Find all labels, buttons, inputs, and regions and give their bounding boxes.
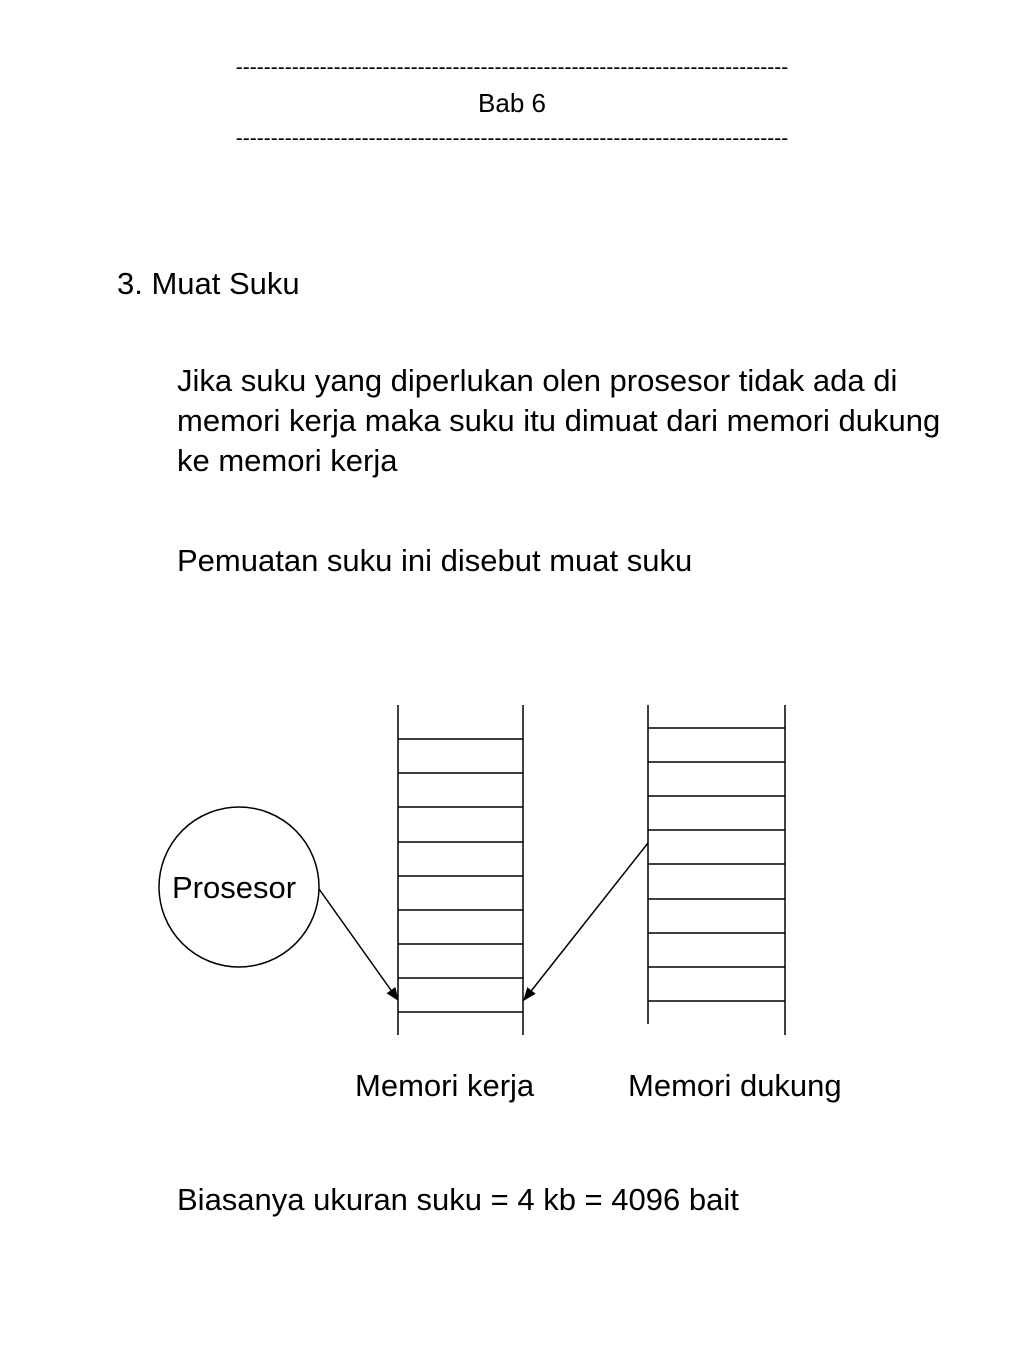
section-title: 3. Muat Suku — [117, 266, 300, 301]
header-divider-top: ------------------------------------------------------------------------------- — [235, 56, 789, 79]
header-divider-bottom: ------------------------------------------------------------------------------- — [235, 127, 789, 150]
paragraph-explanation: Jika suku yang diperlukan olen prosesor tidak ada di memori kerja maka suku itu dimuat dari memori dukung ke memori kerja — [177, 363, 941, 478]
paragraph-definition: Pemuatan suku ini disebut muat suku — [177, 543, 693, 578]
processor-label: Prosesor — [172, 870, 297, 905]
backing-memory-stack — [648, 705, 785, 1035]
paragraph-page-size: Biasanya ukuran suku = 4 kb = 4096 bait — [177, 1182, 739, 1217]
chapter-title: Bab 6 — [478, 88, 546, 118]
backing-memory-label: Memori dukung — [628, 1068, 842, 1103]
backing-to-working-memory-arrow — [524, 843, 648, 1000]
processor-to-working-memory-arrow — [319, 889, 398, 1000]
working-memory-stack — [398, 705, 523, 1035]
working-memory-label: Memori kerja — [355, 1068, 535, 1103]
